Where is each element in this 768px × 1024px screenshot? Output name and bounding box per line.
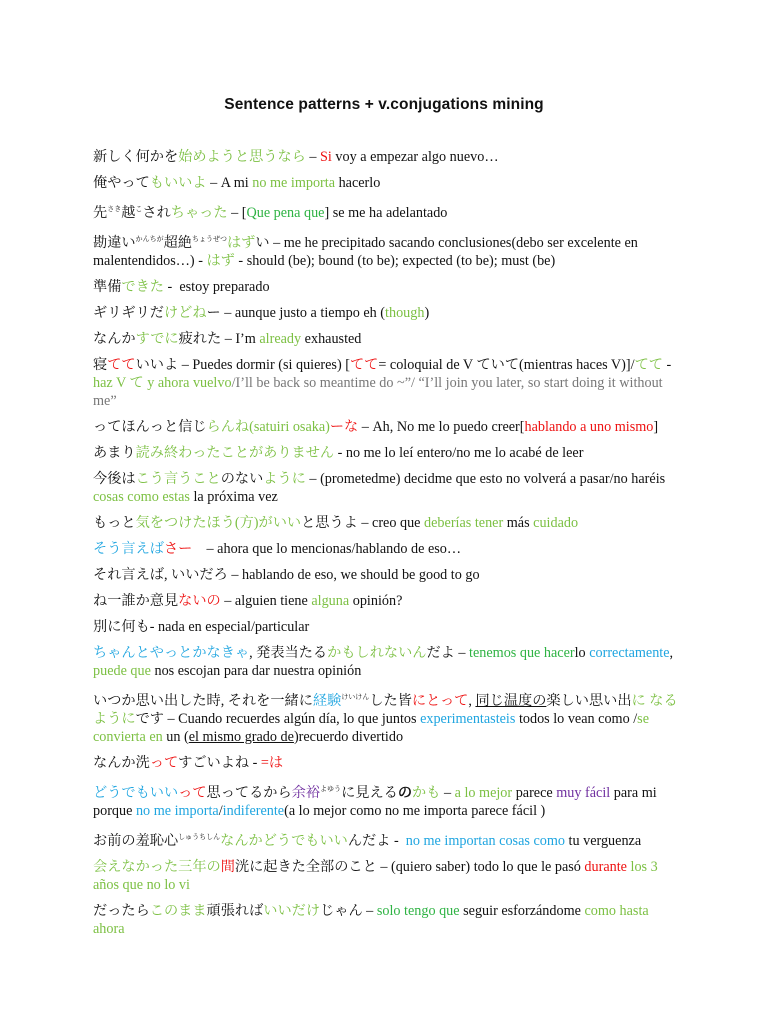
entry-segment: though (385, 305, 425, 321)
entry-line (93, 592, 683, 610)
entry-segment: experimentasteis (420, 711, 516, 727)
entry-segment: deberías tener (424, 515, 504, 531)
entry-segment: 思ってるから (206, 785, 292, 801)
entry-segment: exhausted (301, 331, 362, 347)
entry-segment: 終わったことがありません (163, 445, 335, 461)
entry-segment: だったら (93, 903, 150, 919)
entry-segment: んだよ - (347, 833, 406, 849)
entry-segment: alguna (311, 593, 350, 609)
entry-segment: もっと (93, 515, 136, 531)
entry-line (93, 780, 683, 820)
entry-segment: lo (574, 645, 590, 661)
entry-segment: los 3 años que no lo vi (93, 859, 662, 893)
entry-segment: – ahora que lo mencionas/hablando de eso… (192, 541, 462, 557)
entry-segment: 準備 (93, 279, 122, 295)
entry-segment: って (149, 755, 179, 771)
entry-segment: already (259, 331, 302, 347)
entry-segment: parece (512, 785, 557, 801)
entry-line (93, 902, 683, 938)
entry-line (93, 754, 683, 772)
entry-segment: no me importa (135, 803, 219, 819)
entry-segment: 別に何も- nada en especial/particular (93, 619, 310, 635)
entry-segment: です – Cuando recuerdes algún día, lo que juntos (135, 711, 421, 727)
entry-segment: なんか (93, 331, 136, 347)
entry-line (93, 688, 683, 746)
entry-segment: no me importan cosas como (405, 833, 565, 849)
entry-segment: Que pena que (246, 205, 325, 221)
entry-segment: お前の羞恥心 (93, 833, 179, 849)
entry-segment: てて (634, 357, 663, 373)
entry-segment: como hasta ahora (93, 903, 653, 937)
entry-segment: todos lo vean como / (515, 711, 638, 727)
entry-segment: se convierta en (93, 711, 653, 745)
entry-segment: 越 (121, 205, 136, 221)
entry-segment: ってほんっと信じ (93, 419, 207, 435)
entry-line (93, 828, 683, 850)
entry-segment: (satuiri osaka) (249, 419, 330, 435)
entry-segment: 先 (93, 205, 108, 221)
entry-segment: )recuerdo divertido (293, 729, 404, 745)
entry-segment: ちゃった (170, 205, 228, 221)
entry-segment: できた (121, 279, 164, 295)
entry-segment: a lo mejor (454, 785, 513, 801)
entry-segment: ちゃんとやっとかなきゃ (93, 645, 250, 661)
entry-segment: 洸に起きた全部のこと – (quiero saber) todo lo que le pasó (234, 859, 585, 875)
entry-segment: じゃん – (320, 903, 377, 919)
entry-segment: ギリギリだ (93, 305, 164, 321)
furigana-text: ちょうぜつ (191, 235, 227, 243)
entry-segment: すでに (135, 331, 179, 347)
entry-segment: かも (412, 785, 441, 801)
entry-segment: voy a empezar algo nuevo… (331, 149, 499, 165)
entry-segment: 経験 (312, 693, 342, 709)
entry-segment: 俺やって (93, 175, 150, 191)
furigana-text: こ (135, 205, 143, 213)
entry-segment: なんか洗 (93, 755, 150, 771)
entry-segment: ように (263, 471, 306, 487)
entry-segment: 間 (220, 859, 235, 875)
entry-segment: un ( (162, 729, 189, 745)
entry-segment: ] (653, 419, 659, 435)
entry-segment: それ言えば, いいだろ – hablando de eso, we should be good to go (93, 567, 480, 583)
entry-segment: , (669, 645, 677, 661)
entry-segment: はず (206, 253, 235, 269)
entry-segment: más (503, 515, 534, 531)
entry-segment: いいだけ (263, 903, 321, 919)
entry-segment: puede que (93, 663, 151, 679)
entry-segment: って (178, 785, 207, 801)
entry-segment: 勘違い (93, 235, 136, 251)
entry-segment: - (662, 357, 675, 373)
entry-segment: 会えなかった三年の (93, 859, 221, 875)
entry-segment: hacerlo (335, 175, 381, 191)
furigana-text: さき (107, 205, 122, 213)
entry-segment: ) (424, 305, 430, 321)
entry-line (93, 858, 683, 894)
entry-segment: され (142, 205, 171, 221)
entry-segment: 楽しい思い出 (546, 693, 632, 709)
entry-segment: no me importa (252, 175, 336, 191)
entry-line (93, 644, 683, 680)
entry-segment: い – me he precipitado sacando conclusiones(debo ser excelente en malentendidos…) - (93, 235, 642, 269)
entry-segment: cosas como estas (93, 489, 190, 505)
entry-segment: こう言うこと (135, 471, 221, 487)
entry-segment: – [ (227, 205, 247, 221)
entry-segment: tenemos que hacer (469, 645, 575, 661)
entry-segment: なんかどうでもいい (220, 833, 348, 849)
entry-segment: – Ah, No me lo puedo creer[ (358, 419, 525, 435)
entry-segment: el mismo grado de (188, 729, 294, 745)
entry-segment: と思うよ – creo que (301, 515, 425, 531)
entry-segment: - should (be); bound (to be); expected (to be); must (be) (234, 253, 556, 269)
entry-line (93, 444, 683, 462)
entry-line (93, 514, 683, 532)
furigana-text: よゆう (320, 785, 342, 793)
entry-segment: , 発表当たる (249, 645, 328, 661)
entry-segment: tu verguenza (564, 833, 642, 849)
entry-segment: てて (349, 357, 379, 373)
entry-line (93, 618, 683, 636)
entry-segment: opinión? (349, 593, 403, 609)
entry-segment: seguir esforzándome (459, 903, 585, 919)
entry-line (93, 200, 683, 222)
entry-segment: Si (320, 149, 332, 165)
entry-segment: – A mi (206, 175, 253, 191)
entry-segment: らんね (206, 419, 250, 435)
entry-segment: もいいよ (149, 175, 207, 191)
entry-segment: すごいよね - (178, 755, 261, 771)
entry-list (93, 148, 683, 946)
entry-segment: cuidado (533, 515, 579, 531)
entry-line (93, 148, 683, 166)
entry-segment: – alguien tiene (220, 593, 312, 609)
entry-segment: = coloquial de V ていて(mientras haces V)]/ (378, 357, 635, 373)
entry-segment: はず (226, 235, 256, 251)
furigana-text: かんちが (135, 235, 164, 243)
entry-segment: ーな (329, 419, 359, 435)
entry-segment: 疲れた – I’m (178, 331, 260, 347)
entry-line (93, 356, 683, 410)
entry-segment: さー (163, 541, 193, 557)
entry-line (93, 278, 683, 296)
entry-segment: けどね (163, 305, 207, 321)
entry-segment: - no me lo leí entero/no me lo acabé de leer (334, 445, 584, 461)
entry-segment: – (305, 149, 321, 165)
entry-segment: 新しく何かを (93, 149, 179, 165)
entry-segment: =は (260, 755, 284, 771)
entry-segment: / (218, 803, 223, 819)
entry-segment: てて (107, 357, 136, 373)
entry-segment: 超絶 (163, 235, 192, 251)
entry-segment: にとって (411, 693, 469, 709)
entry-segment: だよ – (426, 645, 470, 661)
entry-segment: solo tengo que (376, 903, 460, 919)
entry-segment: 読み (135, 445, 164, 461)
entry-segment: – (prometedme) decidme que esto no volverá a pasar/no haréis (305, 471, 669, 487)
entry-segment: (a lo mejor como no me importa parece fácil ) (284, 803, 546, 819)
entry-segment: いいよ – Puedes dormir (si quieres) [ (135, 357, 350, 373)
entry-segment: para mi porque (93, 785, 661, 819)
entry-segment: muy fácil (556, 785, 611, 801)
entry-segment: correctamente (589, 645, 670, 661)
entry-segment: 余裕 (291, 785, 321, 801)
entry-line (93, 174, 683, 192)
entry-segment: 寝 (93, 357, 108, 373)
entry-segment: la próxima vez (189, 489, 278, 505)
page-title: Sentence patterns + v.conjugations mining (224, 96, 544, 113)
entry-segment: ないの (178, 593, 221, 609)
entry-segment: /I’ll be back so meantime do ~”/ “I’ll join you later, so start doing it without me” (93, 375, 667, 409)
entry-line (93, 540, 683, 558)
entry-segment: のない (220, 471, 264, 487)
entry-segment: indiferente (222, 803, 285, 819)
entry-segment: かもしれないん (327, 645, 427, 661)
entry-segment: 今後は (93, 471, 136, 487)
entry-segment: – (440, 785, 455, 801)
entry-line (93, 230, 683, 270)
entry-line (93, 330, 683, 348)
entry-segment: durante (584, 859, 627, 875)
entry-line (93, 418, 683, 436)
entry-segment: そう言えば (93, 541, 164, 557)
entry-segment: ね一誰か意見 (93, 593, 179, 609)
entry-segment: このまま (149, 903, 207, 919)
entry-segment: nos escojan para dar nuestra opinión (150, 663, 362, 679)
entry-segment: ー – aunque justo a tiempo eh ( (206, 305, 386, 321)
entry-segment: に見える (341, 785, 398, 801)
entry-line (93, 304, 683, 322)
furigana-text: けいけん (341, 693, 370, 701)
entry-line (93, 566, 683, 584)
entry-segment: あまり (93, 445, 136, 461)
entry-segment: , (468, 693, 476, 709)
entry-segment: haz V て y ahora vuelvo (93, 375, 232, 391)
entry-segment: ] se me ha adelantado (324, 205, 448, 221)
entry-line (93, 470, 683, 506)
entry-segment: いつか思い出した時, それを一緒に (93, 693, 313, 709)
entry-segment: に なるように (93, 693, 678, 727)
entry-segment: どうでもいい (93, 785, 179, 801)
entry-segment: の (397, 785, 413, 801)
entry-segment: 頑張れば (206, 903, 264, 919)
entry-segment: した皆 (369, 693, 412, 709)
furigana-text: しゅうちしん (178, 833, 221, 841)
entry-segment: 始めようと思うなら (178, 149, 306, 165)
entry-segment: 同じ温度の (475, 693, 547, 709)
entry-segment: 気をつけたほう(方)がいい (135, 515, 302, 531)
entry-segment: hablando a uno mismo (524, 419, 654, 435)
entry-segment: - estoy preparado (163, 279, 270, 295)
